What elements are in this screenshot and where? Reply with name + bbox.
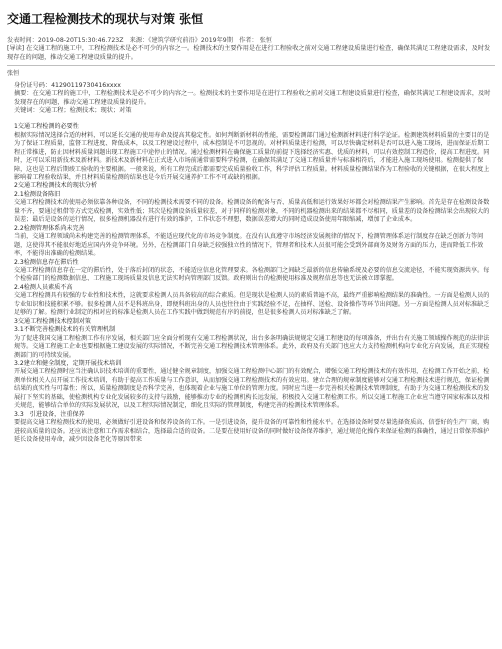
body-paragraph: 根据实际情况选择合适的材料，可以延长交通的使用寿命及提高其稳定性。如何判断新材料的性能，需要检测部门通过检测新材料进行科学论证。检测建筑材料质量的主要目的是为了保证工程质量，监督工程进度、降低成本，以及工程建设过程中，成本控制是不可忽视的。对材料质量进行检测，可以尽快确定材料是否可以进入施工现场，进而保证后期工程正常推进，防止因材料质量问题出现工程施工中途停止的情况。通过检测材料在确保施工质量的前提下选择经济实惠、优质的材料，可以有效控制工程造价，提高工程进度。同时，还可以采用新技术及新材料。新技术及新材料在正式进入市场前通常需要科学检测，在确保其满足了交通工程质量并与标准相符后，才能进入施工现场使用。检测提供了保障，这也是工程后期竣工验收的主要根据。一般来说，所有工程完成后都需要完成质量验收工作，科学评估工程质量。材料质量检测结果作为工程验收的关键根据，在很大程度上影响着工程验收结果，并且材料质量检测的结果也是今后开展交通养护工作不可或缺的根据。 xyxy=(14,131,490,181)
body-paragraph: 开展交通工程检测时应当注确认识技术培训的重要性，通过健全规章制度，加强交通工程检测中心部门的有效配合，增强交通工程检测技术的有效作用，在检测工作开始之前，检测单位相关人员开展工作技术培训，有助于提高工作质量与工作意识，从而加强交通工程检测技术的有效应用。建立合理的规章制度能够对交通工程检测技术进行规范，保证检测结果的真实性与可靠性；所以，质量检测制度是否科学完善，也体现着企业与施工单位的管理力度。同时应当进一步完善相关检测技术管理制度，有助于为交通工程检测技术的发展打下坚实的基础，使检测机构专业化发展较多的支持与鼓励，能够推动专业的检测机构长远发展，积极投入交通工程检测工作。所以交通工程施工企业应当遵守国家标准以及相关规范，能够结合单位的实际发展状况，以及工程实际情况制定，细化且实际的管理制度，构建完善的检测技术管理体系。 xyxy=(14,368,490,410)
body-paragraph: 要提高交通工程检测技术的使用，必须做好引进设备和保养设备的工作。一是引进设备，提升设备的可靠性和性能水平。在选择设备时要尽量选择资质高、信誉好的生产厂商，购进较高质量的设备。还应该注意和工作需求相结合，选择最合适的设备。二是要在使用好设备的同时做好设备保养维护，通过规范化操作来保证检测的准确性，通过日常保养维护延长设备使用寿命，减少因设备老化等原因带来 xyxy=(14,419,490,444)
body-paragraph: 交通工程检测具有较强的专业性和技术性，这就要求检测人员具备较高的综合素质。但是现状是检测人员的素质普遍不高，最终严重影响检测结果的准确性。一方面是检测人员的专业知识和技能积累不够。很多检测人员不是科班出身，即便科班出身的人员也往往由于实践经验不足，在抽样、送检、设备操作等环节出问题。另一方面是检测人员对标准缺乏足够的了解。检测行业制定的相对应的标准是检测人员在工作实践中做到规范有序的前提，但是很多检测人员对标准缺乏了解。 xyxy=(14,292,490,317)
subsection-heading: 2.2检测管理体系尚未完善 xyxy=(14,224,85,232)
subsection-heading: 3.1不断完善检测技术的有关管理机制 xyxy=(14,326,116,334)
body-paragraph: 当前，交通工程领域尚未构建完善的检测管理体系，不能适应现代化的市场竞争制度。在没有认真遵守市场经济发展规律的情况下，检测管理体系运行制度存在缺乏创新力等问题，这使得其不能很好地适应国内外竞争环境。另外，在检测部门自身缺乏较强独立性的情况下，管理者和技术人员很可能会受到外部商务及财务方面的压力，进而降低工作效率，不能得出准确的检测结果。 xyxy=(14,233,484,258)
lead-abstract: [导读] 在交通工程的施工中，工程检测技术是必不可少的内容之一。检测技术的主要作用是在进行工程验收之前对交通工程建设质量进行检查，确保其满足工程建设需求，及时发现存在的问题，推动交通工程建设质量的提升。 xyxy=(7,45,491,61)
body-paragraph: 交通工程检测技术的使用必须依靠各种设备，不同的检测技术需要不同的设备。检测设备的配备与否、质量高低和运行效果好坏都会对检测结果产生影响。首先是存在检测设备数量不齐，要通过租借等方式完成检测，实效性低；其次是检测设备质量较差，对于同样的检测对象，不同的机器检测出来的结果都不尽相同，质量差的设备检测结果会出现较大的误差；最后是设备的运行情况，很多检测机器没有进行有效的维护，工作状态不理想，数据误差增大的同时造成设备使用年限缩减，增加了企业成本。 xyxy=(14,199,490,224)
subsection-heading: 2.1检测设备陈旧 xyxy=(14,190,61,198)
article-body xyxy=(7,123,495,444)
id-number: 身份证号码：41290119730416xxxx xyxy=(14,82,121,90)
subsection-heading: 3.2建立和健全制度，定期开展技术培训 xyxy=(14,359,122,367)
publication-meta: 发表时间：2019-08-20T15:30:46.723Z 来源：《建筑学研究前沿》2019年9期 作者： 张恒 xyxy=(7,37,272,44)
section-heading: 3交通工程检测技术控制对策 xyxy=(14,317,92,325)
subsection-heading: 2.3检测信息存在滞后性 xyxy=(14,258,79,266)
section-heading: 1交通工程检测的必要性 xyxy=(14,123,79,131)
abstract: 摘要：在交通工程的施工中，工程检测技术是必不可少的内容之一。检测技术的主要作用是在进行工程验收之前对交通工程建设质量进行检查，确保其满足工程建设需求，及时发现存在的问题，推动交通工程建设质量的提升。 xyxy=(14,90,491,106)
subsection-heading: 2.4检测人员素质不高 xyxy=(14,283,73,291)
subsection-heading: 3.3 引进设备，注重保养 xyxy=(14,410,85,418)
body-paragraph: 交通工程检测信息存在一定的滞后性，处于落后封闭的状态，不能适应信息化管理要求。各检测部门之间缺乏最新的信息传输系统及必要的信息交流途径，不能实现资源共享。每个检验部门的检测数据信息、工程施工现场质量及信息无法实时向管理部门反馈。政府则出台的检测使用标准及规程信息等也无法被立即掌握。 xyxy=(14,266,490,283)
divider xyxy=(7,65,495,66)
author-name: 张恒 xyxy=(7,69,20,77)
body-paragraph: 为了促进我国交通工程检测工作有序发展，相关部门应全面分析现有交通工程检测状况，出台多条明确法规规定交通工程建设的每项准备，并出台有关施工领域操作规范的法律法规等。交通工程施工企业也要根据施工建设发展的实际情况，不断完善交通工程检测技术管理体系。此外，政府及有关部门也应大力支持检测机构向专业化方向发展，真正实现检测部门的可持续发展。 xyxy=(14,334,490,359)
keywords: 关键词：交通工程；检测技术；现状；对策 xyxy=(14,106,132,114)
section-heading: 2交通工程检测技术的现状分析 xyxy=(14,182,98,190)
article-title: 交通工程检测技术的现状与对策 张恒 xyxy=(7,12,204,26)
